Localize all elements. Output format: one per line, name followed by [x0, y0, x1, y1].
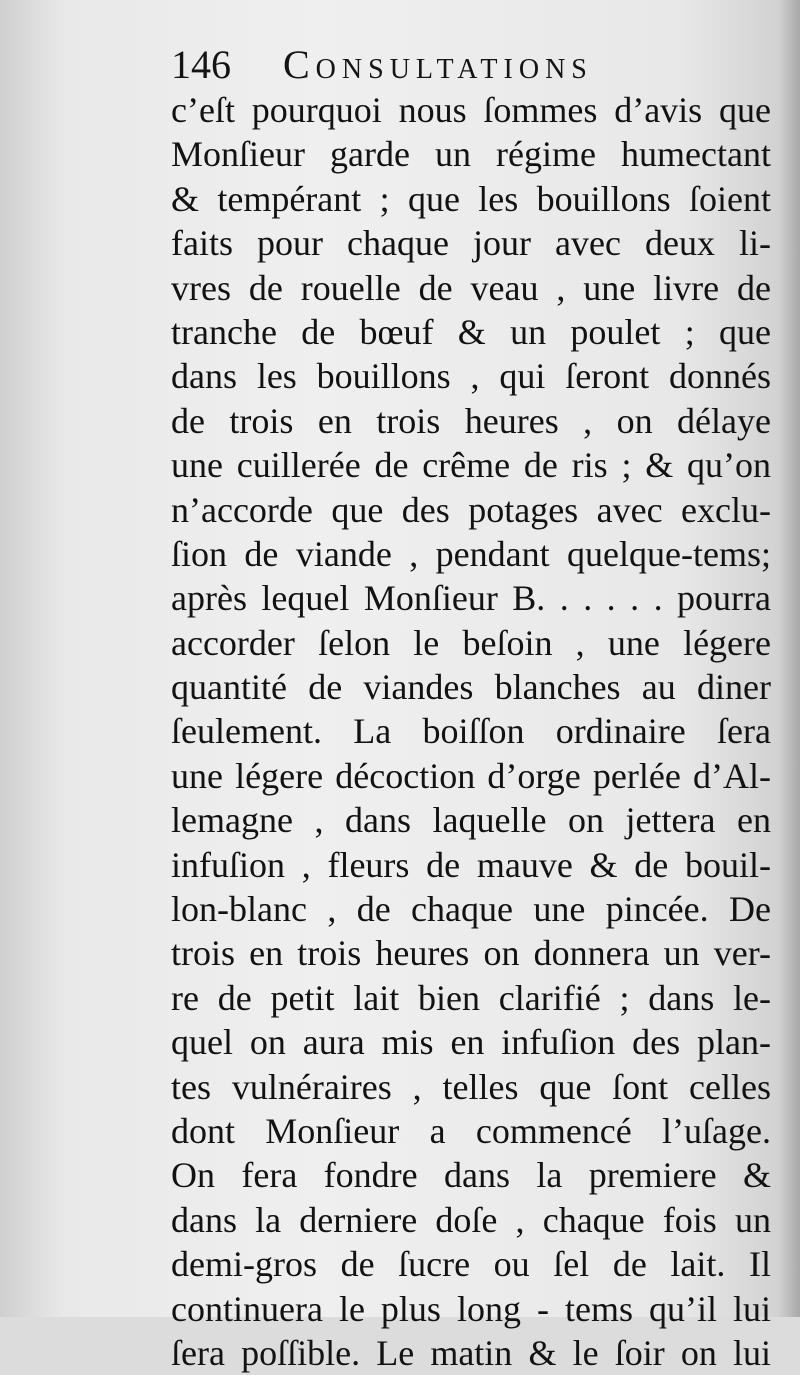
text-line: après lequel Monſieur B. . . . . . pourra: [171, 578, 771, 619]
text-line: re de petit lait bien clarifié ; dans le-: [171, 977, 771, 1018]
text-line: Monſieur garde un régime humectant: [171, 134, 771, 175]
text-line: dont Monſieur a commencé l’uſage.: [171, 1110, 771, 1151]
text-line: de trois en trois heures , on délaye: [171, 400, 771, 441]
text-line: une légere décoction d’orge perlée d’Al-: [171, 755, 771, 796]
text-line: une cuillerée de crême de ris ; & qu’on: [171, 445, 771, 486]
text-line: ſera poſſible. Le matin & le ſoir on lui: [171, 1332, 771, 1373]
body-text: [171, 88, 771, 1375]
text-line: n’accorde que des potages avec exclu-: [171, 489, 771, 530]
text-line: lon-blanc , de chaque une pincée. De: [171, 889, 771, 930]
text-line: On fera fondre dans la premiere &: [171, 1155, 771, 1196]
text-line: vres de rouelle de veau , une livre de: [171, 267, 771, 308]
text-line: tes vulnéraires , telles que ſont celles: [171, 1066, 771, 1107]
text-line: faits pour chaque jour avec deux li-: [171, 223, 771, 264]
text-line: dans les bouillons , qui ſeront donnés: [171, 356, 771, 397]
text-line: lemagne , dans laquelle on jettera en: [171, 800, 771, 841]
page-number: 146: [171, 42, 231, 87]
text-line: trois en trois heures on donnera un ver-: [171, 933, 771, 974]
text-line: & tempérant ; que les bouillons ſoient: [171, 178, 771, 219]
text-line: demi-gros de ſucre ou ſel de lait. Il: [171, 1244, 771, 1285]
text-line: tranche de bœuf & un poulet ; que: [171, 311, 771, 352]
text-line: continuera le plus long - tems qu’il lui: [171, 1288, 771, 1329]
text-line: ſeulement. La boiſſon ordinaire ſera: [171, 711, 771, 752]
text-line: quantité de viandes blanches au diner: [171, 667, 771, 708]
running-head: Consultations: [283, 42, 593, 87]
text-line: quel on aura mis en infuſion des plan-: [171, 1022, 771, 1063]
text-line: ſion de viande , pendant quelque-tems;: [171, 533, 771, 574]
text-line: c’eſt pourquoi nous ſommes d’avis que: [171, 90, 771, 130]
text-line: accorder ſelon le beſoin , une légere: [171, 622, 771, 663]
page-header: [171, 40, 771, 90]
text-line: infuſion , fleurs de mauve & de bouil-: [171, 844, 771, 885]
text-line: dans la derniere doſe , chaque fois un: [171, 1199, 771, 1240]
